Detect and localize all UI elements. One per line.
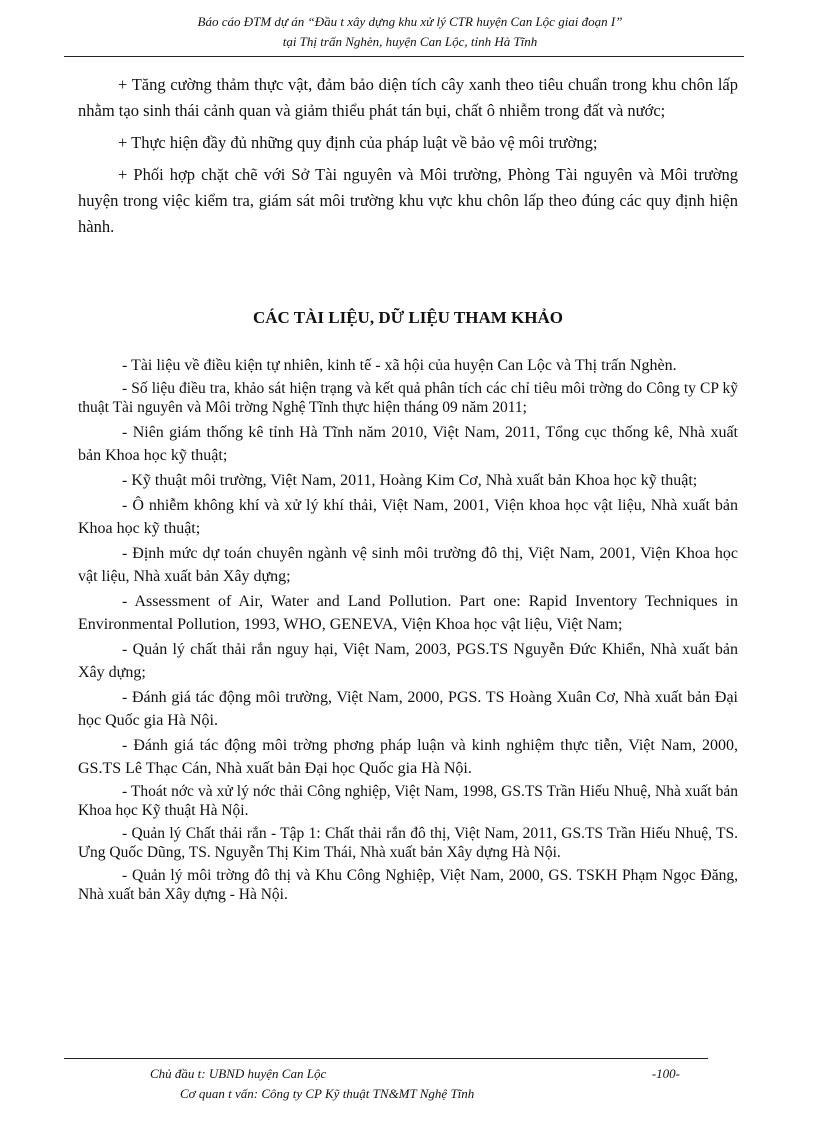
body-section	[78, 72, 738, 246]
reference-item: - Niên giám thống kê tỉnh Hà Tĩnh năm 2010, Việt Nam, 2011, Tổng cục thống kê, Nhà xuất bản Khoa học kỹ thuật;	[78, 424, 738, 464]
page-number: -100-	[651, 1066, 680, 1081]
header-line-2: tại Thị trấn Nghèn, huyện Can Lộc, tỉnh Hà Tĩnh	[282, 34, 538, 49]
reference-item: - Tài liệu về điều kiện tự nhiên, kinh tế - xã hội của huyện Can Lộc và Thị trấn Nghèn.	[122, 357, 677, 374]
reference-item: - Đánh giá tác động môi trường, Việt Nam, 2000, PGS. TS Hoàng Xuân Cơ, Nhà xuất bản Đại học Quốc gia Hà Nội.	[78, 689, 738, 729]
footer-consultant: Cơ quan t vấn: Công ty CP Kỹ thuật TN&MT Nghệ Tĩnh	[180, 1086, 475, 1101]
references-title: CÁC TÀI LIỆU, DỮ LIỆU THAM KHẢO	[253, 308, 563, 327]
page-footer	[150, 1064, 710, 1104]
reference-item: - Đánh giá tác động môi trờng phơng pháp luận và kinh nghiệm thực tiễn, Việt Nam, 2000, GS.TS Lê Thạc Cán, Nhà xuất bản Đại học Quốc gia Hà Nội.	[78, 737, 738, 777]
paragraph: + Phối hợp chặt chẽ với Sở Tài nguyên và Môi trường, Phòng Tài nguyên và Môi trường huyện trong việc kiểm tra, giám sát môi trường khu vực khu chôn lấp theo đúng các quy định hiện hành.	[78, 165, 738, 236]
reference-item: - Định mức dự toán chuyên ngành vệ sinh môi trường đô thị, Việt Nam, 2001, Viện Khoa học vật liệu, Nhà xuất bản Xây dựng;	[78, 545, 738, 585]
footer-divider	[64, 1058, 708, 1059]
paragraph: + Thực hiện đầy đủ những quy định của pháp luật về bảo vệ môi trường;	[118, 133, 598, 152]
footer-owner: Chủ đầu t: UBND huyện Can Lộc	[150, 1066, 327, 1081]
references-list	[78, 354, 738, 908]
page-header	[60, 12, 760, 52]
reference-item: - Số liệu điều tra, khảo sát hiện trạng và kết quả phân tích các chỉ tiêu môi trờng do Công ty CP kỹ thuật Tài nguyên và Môi trờng Nghệ Tĩnh thực hiện tháng 09 năm 2011;	[78, 380, 738, 416]
paragraph: + Tăng cường thảm thực vật, đảm bảo diện tích cây xanh theo tiêu chuẩn trong khu chôn lấp nhằm tạo sinh thái cảnh quan và giảm thiểu phát tán bụi, chất ô nhiễm trong đất và nước;	[78, 75, 738, 120]
reference-item: - Quản lý môi trờng đô thị và Khu Công Nghiệp, Việt Nam, 2000, GS. TSKH Phạm Ngọc Đăng, Nhà xuất bản Xây dựng - Hà Nội.	[78, 867, 738, 903]
header-divider	[64, 56, 744, 57]
reference-item: - Ô nhiễm không khí và xử lý khí thải, Việt Nam, 2001, Viện khoa học vật liệu, Nhà xuất bản Khoa học kỹ thuật;	[78, 497, 738, 537]
reference-item: - Quản lý Chất thải rắn - Tập 1: Chất thải rắn đô thị, Việt Nam, 2011, GS.TS Trần Hiếu Nhuệ, TS. Ưng Quốc Dũng, TS. Nguyễn Thị Kim Thái, Nhà xuất bản Xây dựng Hà Nội.	[78, 825, 738, 861]
reference-item: - Quản lý chất thải rắn nguy hại, Việt Nam, 2003, PGS.TS Nguyễn Đức Khiển, Nhà xuất bản Xây dựng;	[78, 641, 738, 681]
reference-item: - Kỹ thuật môi trường, Việt Nam, 2011, Hoàng Kim Cơ, Nhà xuất bản Khoa học kỹ thuật;	[122, 472, 698, 489]
reference-item: - Thoát nớc và xử lý nớc thải Công nghiệp, Việt Nam, 1998, GS.TS Trần Hiếu Nhuệ, Nhà xuất bản Khoa học Kỹ thuật Hà Nội.	[78, 783, 738, 819]
header-line-1: Báo cáo ĐTM dự án “Đầu t xây dựng khu xử lý CTR huyện Can Lộc giai đoạn I”	[197, 14, 623, 29]
reference-item: - Assessment of Air, Water and Land Pollution. Part one: Rapid Inventory Techniques in Environmental Pollution, 1993, WHO, GENEVA, Viện Khoa học vật liệu, Việt Nam;	[78, 593, 738, 633]
